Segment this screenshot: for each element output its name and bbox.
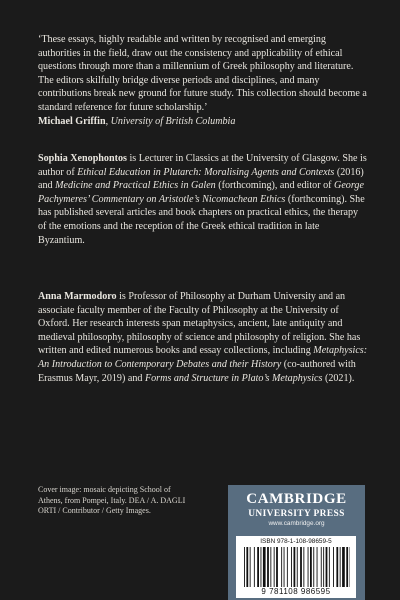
book-title: Medicine and Practical Ethics in Galen	[55, 180, 216, 192]
bio-text: (forthcoming), and editor of	[215, 180, 335, 192]
publisher-panel	[228, 485, 365, 600]
publisher-press: UNIVERSITY PRESS	[248, 509, 345, 519]
quote-author: Michael Griffin	[38, 115, 106, 127]
book-title: Forms and Structure in Plato’s Metaphysics	[144, 372, 323, 384]
bio-text: is Professor of Philosophy at Durham University and an associate faculty member of the Faculty of Philosophy at the University of Oxford. Her research interests span metaphysics, ancient, late antiquity and medieval philosophy, philosophy of science and philosophy of religion. She has written and edited numerous books and essay collections, including	[38, 291, 361, 357]
bio-name: Anna Marmodoro	[38, 291, 117, 302]
book-title: Ethical Education in Plutarch: Moralising Agents and Contexts	[77, 166, 335, 178]
author-bio-marmodoro	[38, 290, 368, 385]
bio-text: (co-authored with Erasmus Mayr, 2019) and	[38, 358, 356, 384]
bio-text: (2021).	[322, 372, 355, 384]
book-title: Metaphysics: An Introduction to Contemporary Debates and their History	[38, 345, 368, 370]
author-bio-xenophontos	[38, 152, 368, 247]
quote-affiliation: University of British Columbia	[110, 115, 236, 127]
bio-text: (2016) and	[38, 166, 364, 192]
endorsement-quote: ‘These essays, highly readable and written by recognised and emerging authorities in the field, draw out the consistency and applicability of ethical questions through more than a millennium of Greek philosophy and literature. The editors skilfully bridge diverse periods and disciplines, and many contributions break new ground for future study. This collection should become a standard reference for future scholarship.’ Michael Griffin, University of British Columbia	[38, 34, 367, 127]
publisher-name: CAMBRIDGE	[246, 491, 347, 507]
quote-text: ‘These essays, highly readable and written by recognised and emerging authorities in the field, draw out the consistency and applicability of ethical questions through more than a millennium of Greek philosophy and literature. The editors skilfully bridge diverse periods and disciplines, and many contributions break new ground for future study. This collection should become a standard reference for future scholarship.’	[38, 34, 367, 113]
publisher-url: www.cambridge.org	[268, 520, 325, 527]
bio-name: Sophia Xenophontos	[38, 153, 127, 164]
barcode-icon	[244, 547, 350, 587]
barcode-number: 9 781108 986595	[261, 587, 331, 596]
isbn-label: ISBN 978-1-108-98659-5	[260, 538, 332, 545]
bio-text: is Lecturer in Classics at the University of Glasgow. She is author of	[38, 153, 367, 178]
book-title: George Pachymeres’ Commentary on Aristotle’s Nicomachean Ethics	[38, 180, 364, 205]
cover-image-credit: Cover image: mosaic depicting School of Athens, from Pompei, Italy. DEA / A. DAGLI ORTI / Contributor / Getty Images.	[38, 485, 186, 516]
bio-text: (forthcoming). She has published several articles and book chapters on practical ethics, the therapy of the emotions and the reception of the Greek ethical tradition in late Byzantium.	[38, 193, 365, 246]
barcode-box	[236, 536, 356, 598]
